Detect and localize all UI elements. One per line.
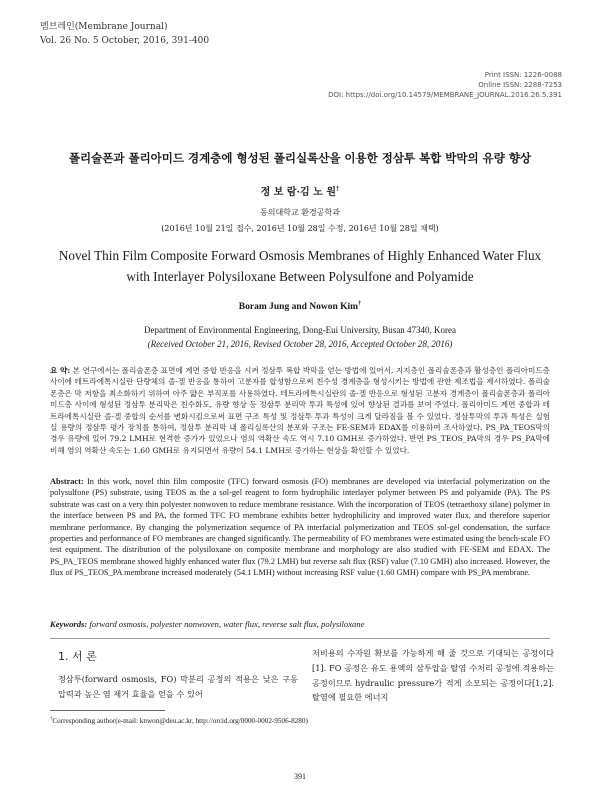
journal-header [40, 20, 209, 48]
keywords-text: forward osmosis, polyester nonwoven, water flux, reverse salt flux, polysiloxane [89, 619, 365, 629]
authors-korean-names: 정 보 람·김 노 원 [260, 187, 336, 198]
volume-info: Vol. 26 No. 5 October, 2016, 391-400 [40, 36, 210, 46]
print-issn: Print ISSN: 1226-0088 [484, 71, 562, 79]
keywords-label: Keywords: [50, 619, 88, 629]
section-heading-introduction: 1. 서 론 [58, 650, 97, 663]
doi-link[interactable]: DOI: https://doi.org/10.14579/MEMBRANE_JOURNAL.2016.26.5.391 [328, 91, 562, 99]
footnote [50, 717, 308, 725]
dates-english: (Received October 21, 2016, Revised October 28, 2016, Accepted October 28, 2016) [147, 339, 453, 349]
title-english [40, 245, 560, 287]
footnote-text: Corresponding author(e-mail: knwon@deu.ac.kr, http://orcid.org/0000-0002-9506-8280) [52, 717, 308, 725]
abstract-korean-text: 본 연구에서는 폴리술폰층 표면에 계면 중합 반응을 시켜 정삼투 복합 박막을 얻는 방법에 있어서, 지지층인 폴리술폰층과 활성층인 폴리아미드층 사이에 테트라에톡시실란 단량체의 졸-겔 반응을 통하여 고분자를 합성함으로써 친수성 경계층을 형성시키는 방법에 관한 제조법을 제시하였다. 폴리술폰층은 막 저항을 최소화하기 위하여 아주 얇은 부직포를 사용하였다. 테트라에톡시실란의 졸-겔 반응으로 형성된 고분자 경계층이 폴리술폰층과 폴리아미드층 사이에 형성된 정삼투 분리막은 친수화도, 유량 향상 등 정삼투 분리막 투과 특성에 있어 향상된 결과를 보여 주었다. 폴리아미드 계면 중합과 테트라에톡시실란 졸-겔 중합의 순서를 변화시킴으로써 표면 구조 특성 및 정삼투 투과 특성이 크게 달라짐을 볼 수 있었다. 정삼투막의 투과 특성은 실험실 용량의 정삼투 평가 장치를 통하여, 정삼투 분리막 내 폴리실록산의 분포와 구조는 FE-SEM과 EDAX를 이용하여 조사하였다. PS_PA_TEOS막의 경우 유량에 있어 79.2 LMH로 현격한 증가가 있었으나 염의 역확산 속도 역시 7.10 GMH로 증가하였다. 반면 PS_TEOS_PA막의 경우 PS_PA막에 비해 염의 역확산 속도는 1.60 GMH로 유지되면서 유량이 54.1 LMH로 증가하는 현상을 확인할 수 있었다. [50, 366, 550, 455]
affiliation-korean: 동의대학교 환경공학과 [260, 208, 340, 217]
keywords [50, 619, 550, 629]
corresponding-mark: † [335, 184, 340, 193]
issn-block [328, 70, 562, 100]
abstract-korean-label: 요 약: [50, 366, 71, 375]
abstract-english [50, 476, 550, 579]
abstract-korean [50, 365, 550, 456]
affiliation-english: Department of Environmental Engineering, Dong-Eui University, Busan 47340, Korea [143, 325, 457, 335]
authors-korean [0, 183, 600, 198]
footnote-mark: † [50, 716, 53, 722]
abstract-english-label: Abstract: [50, 477, 84, 486]
page-number: 391 [294, 772, 306, 781]
authors-english-names: Boram Jung and Nowon Kim [238, 302, 359, 312]
online-issn: Online ISSN: 2288-7253 [478, 81, 562, 89]
title-english-line1: Novel Thin Film Composite Forward Osmosis Membranes of Highly Enhanced Water Flux [58, 248, 542, 263]
abstract-english-text: In this work, novel thin film composite (TFC) forward osmosis (FO) membranes are developed via interfacial polymerization on the polysulfone (PS) substrate, using TEOS as the a sol-gel reagent to form hydrophilic interlayer polymer between PS and polyamide (PA). The PS substrate was cast on a very thin polyester nonwoven to reduce membrane resistance. With the incorporation of TEOS (tetraethoxy silane) polymer in the interface between PS and PA, the formed TFC FO membrane exhibits better hydrophilicity and improved water flux, and therefore superior membrane performance. By changing the polymerization sequence of PA interfacial polymerization and TEOS sol-gel condensation, the surface properties and performance of FO membranes are changed significantly. The permeability of FO membranes were estimated using the bench-scale FO test equipment. The distribution of the polysiloxane on composite membrane and morphology are also studied with FE-SEM and EDAX. The PS_PA_TEOS membrane showed highly enhanced water flux (79.2 LMH) but reverse salt flux (RSF) value (7.10 GMH) also increased. However, the flux of PS_TEOS_PA membrane increased moderately (54.1 LMH) without increasing RSF value (1.60 GMH) compare with PS_PA membrane. [50, 477, 550, 578]
dates-korean: (2016년 10월 21일 접수, 2016년 10월 28일 수정, 2016년 10월 28일 채택) [161, 224, 439, 233]
body-column-right: 저비용의 수자원 확보를 가능하게 해 줄 것으로 기대되는 공정이다[1]. FO 공정은 유도 용액의 삼투압을 탈염 수처리 공정에 적용하는 공정이므로 hydraulic pressure가 적게 소모되는 공정이다[1,2]. 탈염에 필요한 에너지 [312, 648, 554, 703]
corresponding-mark-en: † [358, 300, 362, 307]
footnote-rule [50, 710, 165, 711]
section-divider [50, 638, 550, 639]
title-korean: 폴리술폰과 폴리아미드 경계층에 형성된 폴리실록산을 이용한 정삼투 복합 박막의 유량 향상 [68, 151, 532, 165]
journal-name: 멤브레인(Membrane Journal) [40, 22, 168, 32]
body-column-left: 정삼투(forward osmosis, FO) 막분리 공정의 적용은 낮은 구동 압력과 높은 염 제거 효율을 얻을 수 있어 [58, 674, 298, 699]
title-english-line2: with Interlayer Polysiloxane Between Polysulfone and Polyamide [126, 269, 474, 284]
authors-english [0, 302, 600, 312]
